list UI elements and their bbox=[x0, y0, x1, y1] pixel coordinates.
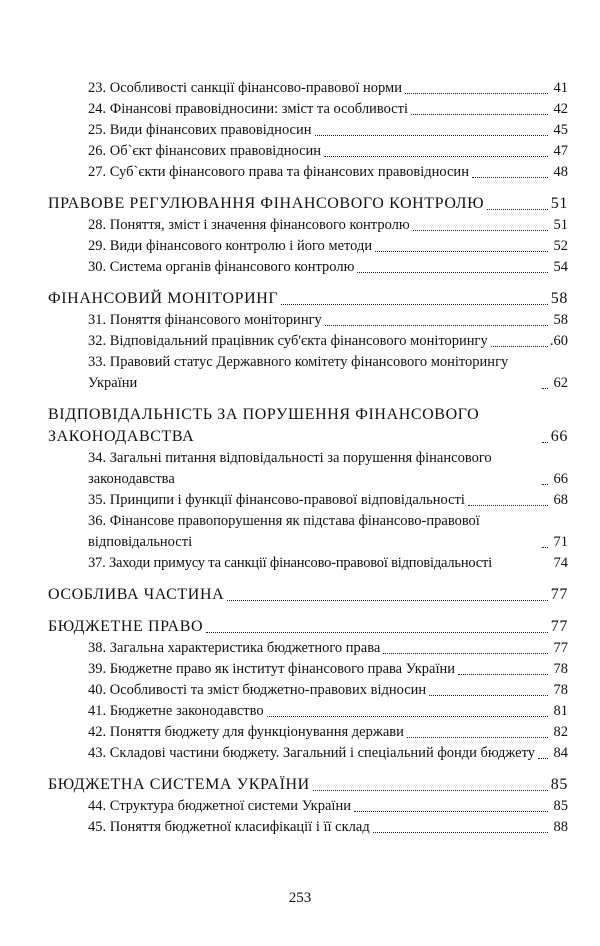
leader-dots bbox=[538, 758, 548, 759]
toc-entry[interactable] bbox=[48, 659, 568, 680]
leader-dots bbox=[472, 177, 548, 178]
leader-dots bbox=[281, 304, 548, 305]
toc-entry-label: 28. Поняття, зміст і значення фінансового контролю bbox=[88, 217, 410, 233]
toc-entry-label: 35. Принципи і функції фінансово-правової відповідальності bbox=[88, 492, 465, 508]
toc-entry-label: 41. Бюджетне законодавство bbox=[88, 703, 264, 719]
toc-page-number: 42 bbox=[553, 101, 568, 117]
toc-section-heading[interactable] bbox=[48, 584, 568, 606]
leader-dots bbox=[227, 600, 548, 601]
section-title: ФІНАНСОВИЙ МОНІТОРИНГ bbox=[48, 290, 279, 307]
toc-page-number: 66 bbox=[553, 471, 568, 487]
toc-page-number: 81 bbox=[553, 703, 568, 719]
toc-page-number: 77 bbox=[550, 618, 568, 635]
toc-page-number: 78 bbox=[553, 682, 568, 698]
toc-page-number: 85 bbox=[550, 776, 568, 793]
leader-dots bbox=[413, 230, 548, 231]
toc-page-number: 85 bbox=[553, 798, 568, 814]
toc-page-number: 82 bbox=[553, 724, 568, 740]
toc-page-number: 74 bbox=[553, 555, 568, 571]
toc-page-number: 84 bbox=[553, 745, 568, 761]
toc-page-number: 71 bbox=[553, 534, 568, 550]
toc-entry-label: 30. Система органів фінансового контролю bbox=[88, 259, 355, 275]
toc-entry[interactable] bbox=[48, 448, 568, 490]
toc-section-heading[interactable] bbox=[48, 774, 568, 796]
toc-entry-label: 26. Об`єкт фінансових правовідносин bbox=[88, 143, 322, 159]
toc-entry-label: 40. Особливості та зміст бюджетно-правових відносин bbox=[88, 682, 427, 698]
toc-entry[interactable] bbox=[48, 743, 568, 764]
toc-entry-label: 24. Фінансові правовідносини: зміст та особливості bbox=[88, 101, 408, 117]
toc-section-heading[interactable] bbox=[48, 288, 568, 310]
toc-entry-label: 44. Структура бюджетної системи України bbox=[88, 798, 351, 814]
toc-entry[interactable] bbox=[48, 78, 568, 99]
toc-entry[interactable] bbox=[48, 310, 568, 331]
leader-dots bbox=[357, 272, 548, 273]
section-title: ПРАВОВЕ РЕГУЛЮВАННЯ ФІНАНСОВОГО КОНТРОЛЮ bbox=[48, 195, 485, 212]
leader-dots bbox=[373, 832, 548, 833]
toc-page-number: 88 bbox=[553, 819, 568, 835]
toc-entry-label: 39. Бюджетне право як інститут фінансового права України bbox=[88, 661, 456, 677]
leader-dots bbox=[313, 790, 548, 791]
toc-page-number: 68 bbox=[553, 492, 568, 508]
toc-page-number: 51 bbox=[553, 217, 568, 233]
toc-entry-label: 23. Особливості санкції фінансово-правової норми bbox=[88, 80, 402, 96]
toc-page-number: 51 bbox=[550, 195, 568, 212]
toc-page-number: 45 bbox=[553, 122, 568, 138]
leader-dots bbox=[354, 811, 548, 812]
toc-entry[interactable] bbox=[48, 490, 568, 511]
toc-entry-label: 45. Поняття бюджетної класифікації і її склад bbox=[88, 819, 370, 835]
leader-dots bbox=[383, 653, 548, 654]
leader-dots bbox=[324, 156, 548, 157]
toc-entry[interactable] bbox=[48, 796, 568, 817]
toc-entry-label: 43. Складові частини бюджету. Загальний і спеціальний фонди бюджету bbox=[88, 745, 536, 761]
section-title: БЮДЖЕТНА СИСТЕМА УКРАЇНИ bbox=[48, 776, 310, 793]
toc-page-number: 54 bbox=[553, 259, 568, 275]
leader-dots bbox=[542, 484, 548, 485]
toc-page-number: 48 bbox=[553, 164, 568, 180]
toc-entry[interactable] bbox=[48, 722, 568, 743]
toc-page-number: 52 bbox=[553, 238, 568, 254]
toc-entry-label: 25. Види фінансових правовідносин bbox=[88, 122, 312, 138]
leader-dots bbox=[315, 135, 548, 136]
leader-dots bbox=[405, 93, 548, 94]
leader-dots bbox=[468, 505, 548, 506]
toc-entry[interactable] bbox=[48, 511, 568, 553]
toc-entry[interactable] bbox=[48, 680, 568, 701]
toc-entry-label: 36. Фінансове правопорушення як підстава фінансово-правової відповідальності bbox=[88, 513, 480, 550]
toc-entry[interactable] bbox=[48, 257, 568, 278]
toc-page-number: .60 bbox=[549, 333, 568, 349]
toc-entry[interactable] bbox=[48, 236, 568, 257]
leader-dots bbox=[267, 716, 548, 717]
toc-entry[interactable] bbox=[48, 352, 568, 394]
toc-entry[interactable] bbox=[48, 331, 568, 352]
toc-entry-label: 38. Загальна характеристика бюджетного права bbox=[88, 640, 381, 656]
toc-entry-label: 32. Відповідальний працівник суб'єкта фінансового моніторингу bbox=[88, 333, 488, 349]
toc-entry[interactable] bbox=[48, 215, 568, 236]
toc-entry[interactable] bbox=[48, 701, 568, 722]
leader-dots bbox=[542, 547, 548, 548]
toc-section-heading[interactable] bbox=[48, 404, 568, 448]
toc-page-number: 62 bbox=[553, 375, 568, 391]
toc-page-number: 41 bbox=[553, 80, 568, 96]
toc-page-number: 47 bbox=[553, 143, 568, 159]
toc-page-number: 77 bbox=[550, 586, 568, 603]
toc-entry-label: 29. Види фінансового контролю і його методи bbox=[88, 238, 373, 254]
toc-entry[interactable] bbox=[48, 638, 568, 659]
toc-entry[interactable] bbox=[48, 553, 568, 574]
leader-dots bbox=[429, 695, 548, 696]
table-of-contents bbox=[48, 78, 568, 838]
leader-dots bbox=[542, 388, 548, 389]
toc-page-number: 58 bbox=[550, 290, 568, 307]
page-number: 253 bbox=[288, 890, 312, 906]
leader-dots bbox=[325, 325, 548, 326]
toc-entry-label: 27. Суб`єкти фінансового права та фінансових правовідносин bbox=[88, 164, 469, 180]
toc-page-number: 77 bbox=[553, 640, 568, 656]
toc-entry[interactable] bbox=[48, 162, 568, 183]
toc-entry[interactable] bbox=[48, 99, 568, 120]
leader-dots bbox=[407, 737, 548, 738]
leader-dots bbox=[542, 442, 548, 443]
section-title: ВІДПОВІДАЛЬНІСТЬ ЗА ПОРУШЕННЯ ФІНАНСОВОГО ЗАКОНОДАВСТВА bbox=[48, 406, 480, 445]
toc-entry-label: 42. Поняття бюджету для функціонування держави bbox=[88, 724, 404, 740]
toc-entry[interactable] bbox=[48, 120, 568, 141]
leader-dots bbox=[375, 251, 548, 252]
section-title: ОСОБЛИВА ЧАСТИНА bbox=[48, 586, 225, 603]
leader-dots bbox=[458, 674, 548, 675]
toc-entry[interactable] bbox=[48, 817, 568, 838]
toc-entry-label: 31. Поняття фінансового моніторингу bbox=[88, 312, 322, 328]
toc-entry-label: 34. Загальні питання відповідальності за порушення фінансового законодавства bbox=[88, 450, 492, 487]
toc-page-number: 78 bbox=[553, 661, 568, 677]
toc-entry-label: 37. Заходи примусу та санкції фінансово-правової відповідальності bbox=[88, 555, 493, 571]
toc-section-heading[interactable] bbox=[48, 193, 568, 215]
leader-dots bbox=[491, 346, 548, 347]
section-title: БЮДЖЕТНЕ ПРАВО bbox=[48, 618, 204, 635]
toc-page-number: 66 bbox=[550, 428, 568, 445]
leader-dots bbox=[411, 114, 548, 115]
toc-section-heading[interactable] bbox=[48, 616, 568, 638]
toc-entry[interactable] bbox=[48, 141, 568, 162]
toc-page-number: 58 bbox=[553, 312, 568, 328]
leader-dots bbox=[487, 209, 548, 210]
leader-dots bbox=[206, 632, 548, 633]
toc-entry-label: 33. Правовий статус Державного комітету фінансового моніторингу України bbox=[88, 354, 509, 391]
